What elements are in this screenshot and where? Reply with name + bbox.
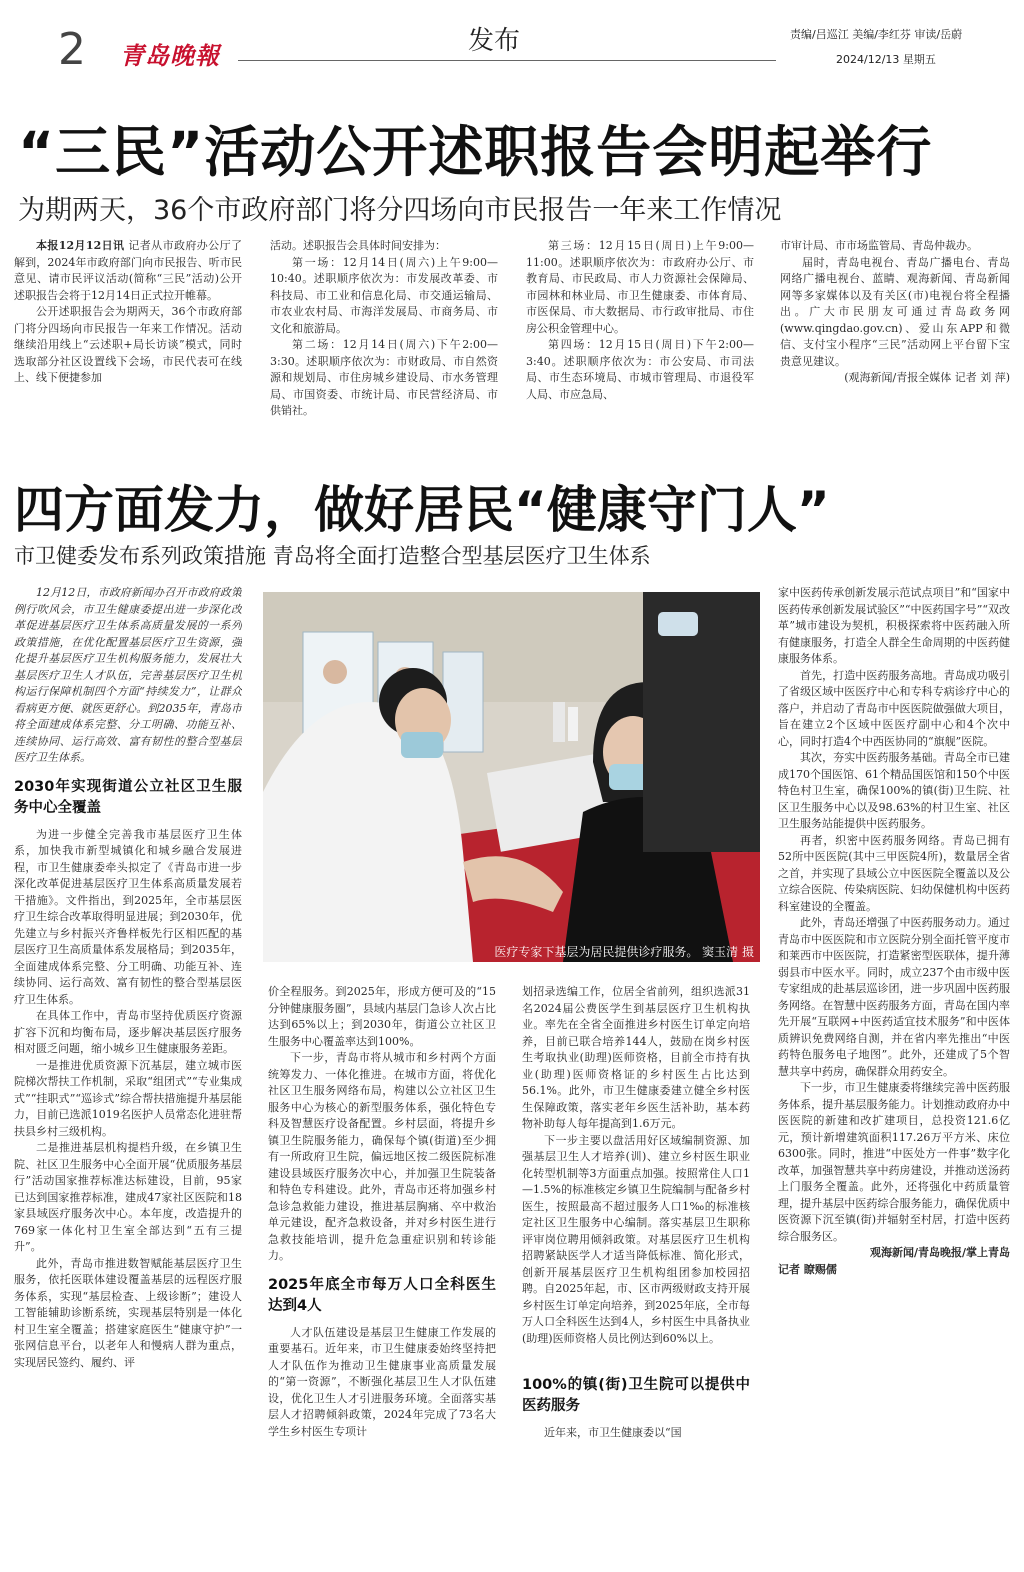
news-photo <box>263 592 760 962</box>
intro-paragraph: 12月12日，市政府新闻办召开市政府政策例行吹风会，市卫生健康委提出进一步深化改革促进基层医疗卫生体系高质量发展的一系列政策措施，在优化配置基层医疗卫生资源，强化提升基层医疗卫生机构服务能力，发展壮大基层医疗卫生人才队伍，完善基层医疗卫生机构运行保障机制四个方面“持续发力”，让群众看病更方便、就医更舒心。到2035年，青岛市将全面建成体系完整、分工明确、功能互补、连续协同、运行高效、富有韧性的整合型基层医疗卫生体系。 <box>14 586 242 764</box>
paragraph: 首先，打造中医药服务高地。青岛成功吸引了省级区域中医医疗中心和专科专病诊疗中心的落户，并启动了青岛市中医医院做强做大项目，旨在建立2个区域中医医疗副中心和4个次中心，同时打造4个中西医协同的“旗舰”医院。 <box>778 668 1010 748</box>
byline: (观海新闻/青报全媒体 记者 刘 萍) <box>844 371 1010 384</box>
article1-col3 <box>526 238 754 434</box>
paragraph: 划招录选编工作，位居全省前列，组织选派31名2024届公费医学生到基层医疗卫生机构执业。率先在全省全面推进乡村医生订单定向培养，目前已联合培养144人，鼓励在岗乡村医生考取执业(助理)医师资格，目前全市持有执业(助理)医师资格证的乡村医生占比达到56.1%。此外，市卫生健康委建立健全乡村医生保障政策，落实老年乡医生活补助，基本药物补助每人每年提高到1.6万元。 <box>522 985 750 1130</box>
section-title: 发布 <box>468 26 521 56</box>
paragraph: 为进一步健全完善我市基层医疗卫生体系，加快我市新型城镇化和城乡融合发展进程，市卫生健康委牵头拟定了《青岛市进一步深化改革促进基层医疗卫生体系高质量发展若干措施》。文件指出，到2025年，全市基层医疗卫生综合改革取得明显进展；到2030年，优先建立与乡村振兴齐鲁样板先行区相匹配的基层医疗卫生高质量体系发展格局；到2035年，全面建成体系完整、分工明确、功能互补、连续协同、运行高效、富有韧性的整合型基层医疗卫生体系。 <box>14 827 242 1006</box>
paragraph: 第二场：12月14日(周六)下午2:00—3:30。述职顺序依次为：市财政局、市自然资源和规划局、市住房城乡建设局、市水务管理局、市国资委、市统计局、市民营经济局、市供销社。 <box>270 338 498 417</box>
section-subtitle: 100%的镇(街)卫生院可以提供中医药服务 <box>522 1377 750 1414</box>
paragraph: 在具体工作中，青岛市坚持优质医疗资源扩容下沉和均衡布局，逐步解决基层医疗服务相对匮乏问题，缩小城乡卫生健康服务差距。 <box>14 1009 242 1055</box>
paragraph: 第四场：12月15日(周日)下午2:00—3:40。述职顺序依次为：市公安局、市司法局、市生态环境局、市城市管理局、市退役军人局、市应急局、 <box>526 338 754 401</box>
issue-date: 2024/12/13 星期五 <box>836 53 936 66</box>
masthead-divider <box>238 60 776 61</box>
page-number: 2 <box>58 24 86 75</box>
paragraph: 下一步，市卫生健康委将继续完善中医药服务体系，提升基层服务能力。计划推动政府办中医医院的新建和改扩建项目，总投资121.6亿元，预计新增建筑面积117.26万平方米、床位6300张。同时，推进“中医处方一件事”数字化改革，加强智慧共享中药房建设，并推动送汤药上门服务全覆盖。此外，还将强化中药质量管理，提升基层中医药综合服务能力，确保优质中医资源下沉至镇(街)并辐射至村居，打造中医药综合服务区。 <box>778 1081 1010 1243</box>
paragraph: 家中医药传承创新发展示范试点项目”和“国家中医药传承创新发展试验区”“中医药国字号”“双改革”城市建设为契机，积极探索将中医药融入所有健康服务，打造全人群全生命周期的中医药健康服务体系。 <box>778 586 1010 665</box>
article1-col1 <box>14 238 242 434</box>
paragraph: 第一场：12月14日(周六)上午9:00—10:40。述职顺序依次为：市发展改革委、市科技局、市工业和信息化局、市交通运输局、市农业农村局、市海洋发展局、市商务局、市文化和旅游局。 <box>270 255 498 335</box>
article1-col2 <box>270 238 498 434</box>
article2-headline: 四方面发力，做好居民“健康守门人” <box>14 481 830 539</box>
article2-col1 <box>14 585 242 1565</box>
masthead <box>0 0 1024 80</box>
article2-col2 <box>268 984 496 1569</box>
paragraph: 二是推进基层机构提档升级，在乡镇卫生院、社区卫生服务中心全面开展“优质服务基层行”活动国家推荐标准达标建设，目前，95家已达到国家推荐标准，建成47家社区医院和18家县域医疗服务次中心。本年度，改造提升的769家一体化村卫生室全部达到“五有三提升”。 <box>14 1141 242 1253</box>
article1-col4 <box>780 238 1010 434</box>
photo-caption: 医疗专家下基层为居民提供诊疗服务。 窦玉清 摄 <box>494 945 754 959</box>
section-subtitle: 2025年底全市每万人口全科医生达到4人 <box>268 1276 496 1314</box>
reporter-credit: 记者 瞭赐儒 <box>778 1262 837 1276</box>
article2-col3 <box>522 984 750 1569</box>
byline: 观海新闻/青岛晚报/掌上青岛 <box>869 1246 1010 1259</box>
paragraph: 记者从市政府办公厅了解到，2024年市政府部门向市民报告、听市民意见、请市民评议活动(简称“三民”活动)公开述职报告会将于12月14日正式拉开帷幕。 <box>14 239 242 302</box>
editor-credits: 责编/吕巡江 美编/李红芬 审读/岳蔚 <box>790 28 963 41</box>
paragraph: 此外，青岛市推进数智赋能基层医疗卫生服务，依托医联体建设覆盖基层的远程医疗服务体系，实现“基层检查、上级诊断”；建设人工智能辅助诊断系统，实现基层特别是一体化村卫生室全覆盖；搭建家庭医生“健康守护”一张网信息平台，以老年人和慢病人群为重点，实现居民签约、履约、评 <box>14 1256 242 1369</box>
article1-subhead: 为期两天，36个市政府部门将分四场向市民报告一年来工作情况 <box>18 195 782 226</box>
paragraph: 此外，青岛还增强了中医药服务动力。通过青岛市中医医院和市立医院分别全面托管平度市和莱西市中医医院，打造紧密型医联体，提升薄弱县市中医水平。同时，成立237个由市级中医专家组成的赴基层巡诊团，进一步巩固中医药服务网络。在智慧中医药服务方面，青岛在国内率先开展“互联网+中医药适宜技术服务”和中医体质辨识免费网络自测，并在省内率先推出“中医药特色服务电子地图”。此外，还建成了5个智慧共享中药房，确保群众用药安全。 <box>778 916 1010 1078</box>
paragraph: 近年来，市卫生健康委以“国 <box>544 1426 682 1439</box>
article2-col4 <box>778 585 1010 1569</box>
paragraph: 再者，织密中医药服务网络。青岛已拥有52所中医医院(其中三甲医院4所)，数量居全省之首，并实现了县域公立中医医院全覆盖以及公立综合医院、传染病医院、妇幼保健机构中医药科室建设的全覆盖。 <box>778 833 1010 913</box>
dateline: 本报12月12日讯 <box>36 239 125 252</box>
paragraph: 市审计局、市市场监管局、青岛仲裁办。 <box>780 239 978 252</box>
paragraph: 第三场：12月15日(周日)上午9:00—11:00。述职顺序依次为：市政府办公厅、市教育局、市民政局、市人力资源社会保障局、市园林和林业局、市卫生健康委、市体育局、市医保局、市大数据局、市行政审批局、市住房公积金管理中心。 <box>526 239 754 335</box>
paragraph: 人才队伍建设是基层卫生健康工作发展的重要基石。近年来，市卫生健康委始终坚持把人才队伍作为推动卫生健康事业高质量发展的“第一资源”，不断强化基层卫生人才队伍建设，优化卫生人才引进服务环境。全面落实基层人才招聘倾斜政策，2024年完成了73名大学生乡村医生专项计 <box>268 1325 496 1438</box>
newspaper-logo: 青岛晚報 <box>120 41 220 70</box>
article2-subhead: 市卫健委发布系列政策措施 青岛将全面打造整合型基层医疗卫生体系 <box>14 544 651 568</box>
paragraph: 下一步，青岛市将从城市和乡村两个方面统筹发力、一体化推进。在城市方面，将优化社区卫生服务网络布局，构建以公立社区卫生服务中心为核心的新型服务体系，强化特色专科及智慧医疗设备配置。乡村层面，将提升乡镇卫生院服务能力，确保每个镇(街道)至少拥有一所政府卫生院，偏远地区按二级医院标准建设县域医疗服务次中心，并加强卫生院装备和特色专科建设。此外，青岛市还将加强乡村急诊急救能力建设，推进基层胸痛、卒中救治单元建设，配齐急救设备，并对乡村医生进行急救技能培训，提升危急重症识别和转诊能力。 <box>268 1051 496 1262</box>
clinic-scene-image <box>263 592 760 962</box>
paragraph: 活动。述职报告会具体时间安排为： <box>270 239 446 252</box>
paragraph: 届时，青岛电视台、青岛广播电台、青岛网络广播电视台、蓝睛、观海新闻、青岛新闻网等多家媒体以及有关区(市)电视台将全程播出。广大市民朋友可通过青岛政务网(www.qingdao.gov.cn)、爱山东APP和微信、支付宝小程序“三民”活动网上平台留下宝贵意见建议。 <box>780 255 1010 368</box>
article1-headline: “三民”活动公开述职报告会明起举行 <box>18 120 933 184</box>
paragraph: 下一步主要以盘活用好区域编制资源、加强基层卫生人才培养(训)、建立乡村医生职业化转型机制等3方面重点加强。按照常住人口1—1.5%的标准核定乡镇卫生院编制与配备乡村医生，按照最高不超过服务人口1‰的标准核定社区卫生服务中心编制。落实基层卫生职称评审岗位聘用倾斜政策。对基层医疗卫生机构招聘紧缺医学人才适当降低标准、简化形式，创新开展基层医疗卫生机构组团参加校园招聘。自2025年起，市、区市两级财政支持开展乡村医生订单定向培养，到2025年底，全市每万人口全科医生达到4人，乡村医生中具备执业(助理)医师资格人员比例达到60%以上。 <box>522 1133 750 1345</box>
paragraph: 价全程服务。到2025年，形成方便可及的“15分钟健康服务圈”，县域内基层门急诊人次占比达到65%以上；到2030年，街道公立社区卫生服务中心覆盖率达到100%。 <box>268 985 496 1048</box>
paragraph: 其次，夯实中医药服务基础。青岛全市已建成170个国医馆、61个精品国医馆和150个中医特色村卫生室，确保100%的镇(街)卫生院、社区卫生服务中心以及98.63%的村卫生室、社区卫生服务站能提供中医药服务。 <box>778 751 1010 830</box>
section-subtitle: 2030年实现街道公立社区卫生服务中心全覆盖 <box>14 778 242 816</box>
paragraph: 公开述职报告会为期两天，36个市政府部门将分四场向市民报告一年来工作情况。活动继续沿用线上“云述职+局长访谈”模式，同时选取部分社区设置线下会场，市民代表可在线上、线下便捷参加 <box>14 305 242 384</box>
paragraph: 一是推进优质资源下沉基层，建立城市医院梯次帮扶工作机制，采取“组团式”“专业集成式”“挂职式”“巡诊式”综合帮扶措施提升基层能力，目前已选派1019名医护人员常态化进驻帮扶县乡村三级机构。 <box>14 1058 242 1138</box>
